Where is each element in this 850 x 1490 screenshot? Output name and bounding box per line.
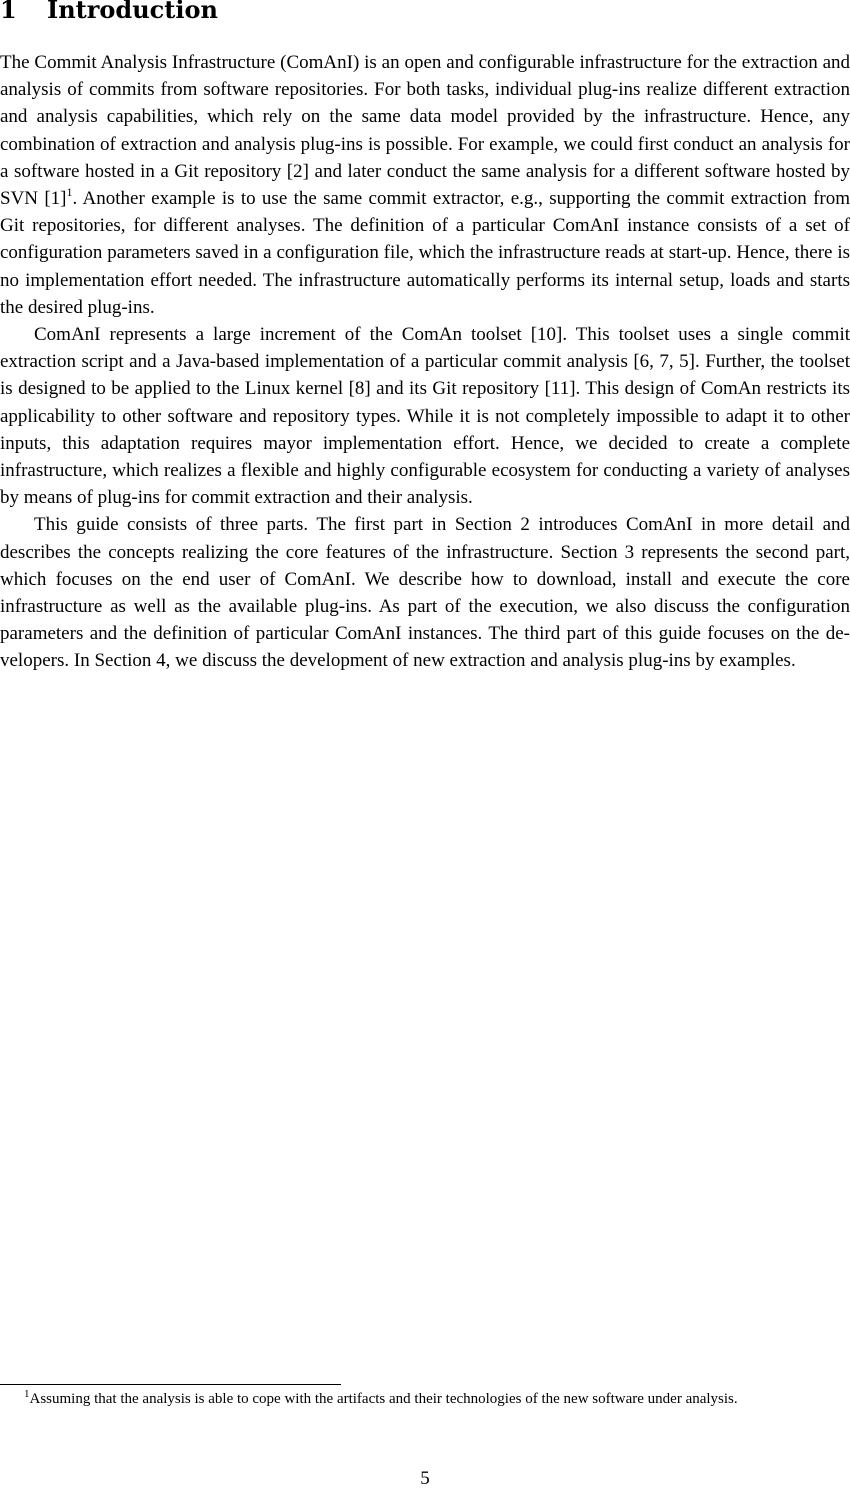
paragraph-intro bbox=[0, 49, 850, 321]
paragraph-coman-toolset: ComAnI represents a large increment of the ComAn toolset [10]. This toolset uses a single commit extraction script and a Java-based implementation of a particular commit analysis [6, 7, 5]. Further, the toolset is designed to be applied to the Linux kernel [8] and its Git repository [11]. This design of ComAn restricts its applicability to other software and repository types. While it is not completely impossible to adapt it to other inputs, this adaptation requires mayor implementation effort. Hence, we decided to create a complete infrastructure, which realizes a flexible and highly configurable ecosystem for conducting a variety of analyses by means of plug-ins for commit extraction and their analysis. bbox=[0, 324, 850, 509]
section-heading bbox=[0, 0, 218, 28]
footnote-reference[interactable]: 1 bbox=[66, 185, 73, 200]
paragraph-intro-text-a: The Commit Analysis Infrastructure (ComAnI) is an open and configurable infrastructure for the extraction and analysis of commits from software repositories. For both tasks, individual plug-ins realize different extraction and analysis capabilities, which rely on the same data model provided by the infrastructure. Hence, any combination of extraction and analysis plug-ins is possible. For example, we could first conduct an analysis for a software hosted in a Git repository [2] and later conduct the same analysis for a different software hosted by SVN [1] bbox=[0, 52, 850, 210]
footnote-marker: 1 bbox=[24, 1388, 30, 1400]
footnote-text: Assuming that the analysis is able to cope with the artifacts and their technologies of the new software under analysis. bbox=[29, 1391, 738, 1407]
section-body bbox=[0, 49, 850, 675]
paragraph-guide-structure: This guide consists of three parts. The first part in Section 2 introduces ComAnI in more detail and describes the concepts realizing the core features of the infrastructure. Section 3 represents the second part, which focuses on the end user of ComAnI. We describe how to download, install and execute the core infrastructure as well as the available plug-ins. As part of the execution, we also discuss the configuration parameters and the definition of particular ComAnI instances. The third part of this guide focuses on the developers. In Section 4, we discuss the development of new extraction and analysis plug-ins by examples. bbox=[0, 514, 850, 672]
paragraph-intro-text-b: . Another example is to use the same commit extractor, e.g., supporting the commit extraction from Git repositories, for different analyses. The definition of a particular ComAnI instance consists of a set of configuration parameters saved in a configuration file, which the infrastructure reads at start-up. Hence, there is no implementation effort needed. The infrastructure automatically performs its internal setup, loads and starts the desired plug-ins. bbox=[0, 188, 850, 318]
section-number: 1 bbox=[0, 0, 17, 24]
page-number: 5 bbox=[420, 1468, 430, 1489]
footnote-divider bbox=[0, 1384, 341, 1385]
section-title: Introduction bbox=[47, 0, 218, 24]
footnote bbox=[0, 1388, 850, 1410]
